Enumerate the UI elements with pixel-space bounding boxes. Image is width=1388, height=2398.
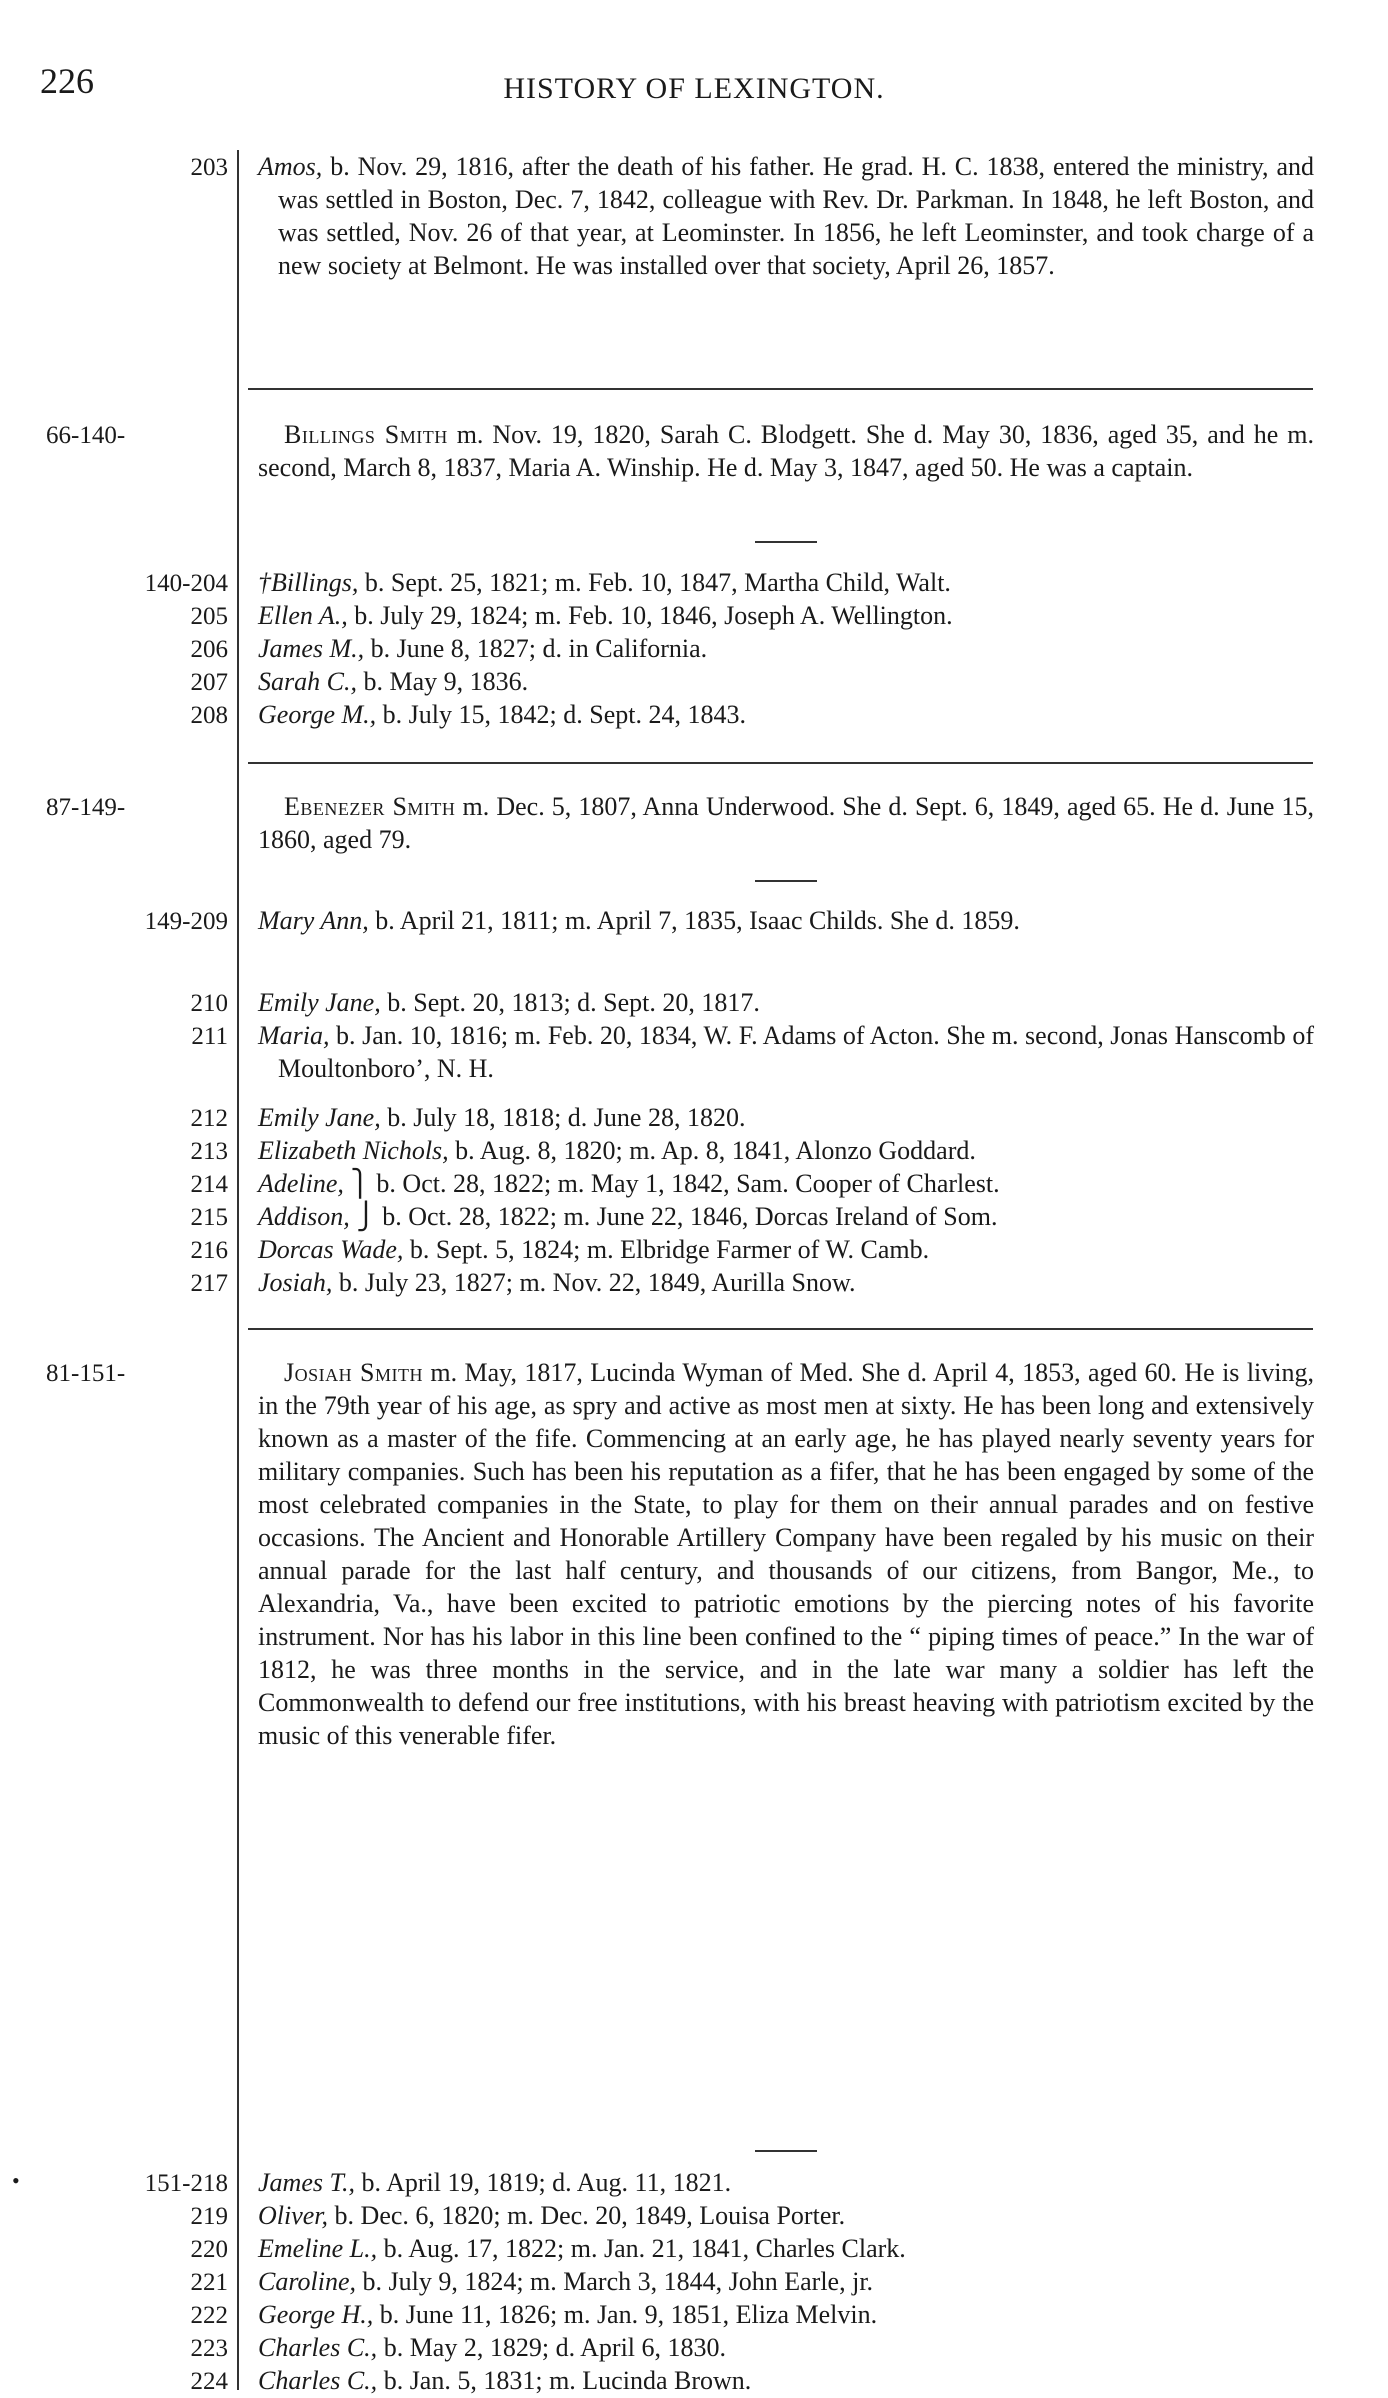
child-name: Emily Jane, [258, 988, 381, 1017]
child-entry [258, 2364, 1314, 2397]
entry-text: m. Nov. 19, 1820, Sarah C. Blodgett. She d. May 30, 1836, aged 35, and he m. second, March 8, 1837, Maria A. Winship. He d. May 3, 1847, aged 50. He was a captain. [258, 420, 1314, 482]
entry-text: b. Sept. 20, 1813; d. Sept. 20, 1817. [380, 988, 760, 1017]
entry-text: b. Nov. 29, 1816, after the death of his father. He grad. H. C. 1838, entered the ministry, and was settled in Boston, Dec. 7, 1842, colleague with Rev. Dr. Parkman. In 1848, he left Boston, and was settled, Nov. 26 of that year, at Leominster. In 1856, he left Leominster, and took charge of a new society at Belmont. He was installed over that society, April 26, 1857. [278, 152, 1314, 280]
entry-number: 214 [190, 1171, 228, 1198]
child-entry [258, 150, 1314, 282]
entry-number: 215 [190, 1204, 228, 1231]
entry-text: b. Jan. 5, 1831; m. Lucinda Brown. [377, 2366, 752, 2395]
child-entry [258, 1266, 1314, 1299]
entry-text: b. Sept. 25, 1821; m. Feb. 10, 1847, Martha Child, Walt. [358, 568, 951, 597]
child-entry [258, 2265, 1314, 2298]
child-entry [258, 1200, 1314, 1233]
child-name: Mary Ann, [258, 906, 369, 935]
entry-number: 151-218 [144, 2170, 228, 2197]
entry-text: ⎫ b. Oct. 28, 1822; m. May 1, 1842, Sam. Cooper of Charlest. [343, 1169, 1000, 1198]
entry-text: b. Dec. 6, 1820; m. Dec. 20, 1849, Louisa Porter. [328, 2201, 846, 2230]
child-entry [258, 2199, 1314, 2232]
entry-text: b. June 11, 1826; m. Jan. 9, 1851, Eliza Melvin. [373, 2300, 878, 2329]
entry-text: ⎭ b. Oct. 28, 1822; m. June 22, 1846, Dorcas Ireland of Som. [349, 1202, 998, 1231]
family-reference-number: 81-151- [46, 1360, 126, 1387]
page-number: 226 [40, 61, 94, 101]
child-entry [258, 566, 1314, 599]
entry-text: b. June 8, 1827; d. in California. [364, 634, 708, 663]
entry-number: 220 [190, 2236, 228, 2263]
section-rule [248, 388, 1313, 390]
short-rule [755, 880, 817, 882]
entry-number: 222 [190, 2302, 228, 2329]
head-of-family: Billings Smith [284, 420, 448, 449]
short-rule [755, 541, 817, 543]
child-name: Elizabeth Nichols, [258, 1136, 449, 1165]
child-entry [258, 986, 1314, 1019]
child-name: Caroline, [258, 2267, 356, 2296]
head-of-family: Ebenezer Smith [284, 792, 456, 821]
entry-number: 224 [190, 2368, 228, 2395]
entry-number: 216 [190, 1237, 228, 1264]
child-entry [258, 665, 1314, 698]
child-name: Addison, [258, 1202, 350, 1231]
entry-number: 212 [190, 1105, 228, 1132]
child-entry [258, 2166, 1314, 2199]
entry-number: 203 [190, 154, 228, 181]
child-entry [258, 2331, 1314, 2364]
child-entry [258, 1134, 1314, 1167]
entry-number: 210 [190, 990, 228, 1017]
margin-bullet: • [12, 2168, 20, 2193]
child-entry [258, 632, 1314, 665]
child-name: Dorcas Wade, [258, 1235, 404, 1264]
entry-number: 223 [190, 2335, 228, 2362]
entry-number: 140-204 [144, 570, 228, 597]
entry-text: b. April 19, 1819; d. Aug. 11, 1821. [355, 2168, 732, 2197]
child-entry [258, 1019, 1314, 1085]
family-paragraph [258, 418, 1314, 484]
entry-text: b. May 2, 1829; d. April 6, 1830. [377, 2333, 727, 2362]
entry-number: 219 [190, 2203, 228, 2230]
family-paragraph [258, 790, 1314, 856]
child-name: Oliver, [258, 2201, 329, 2230]
entry-number: 208 [190, 702, 228, 729]
child-entry [258, 904, 1314, 937]
child-name: Emeline L., [258, 2234, 378, 2263]
family-paragraph [258, 1356, 1314, 1752]
entry-number: 221 [190, 2269, 228, 2296]
child-name: George M., [258, 700, 377, 729]
entry-text: m. May, 1817, Lucinda Wyman of Med. She d. April 4, 1853, aged 60. He is living, in the 79th year of his age, as spry and active as most men at sixty. He has been long and extensively known as a master of the fife. Commencing at an early age, he has played nearly seventy years for military companies. Such has been his reputation as a fifer, that he has been engaged by some of the most celebrated companies in the State, to play for them on their annual parades and on festive occasions. The Ancient and Honorable Artillery Company have been regaled by his music on their annual parade for the last half century, and thousands of our citizens, from Bangor, Me., to Alexandria, Va., have been excited to patriotic emotions by the piercing notes of his favorite instrument. Nor has his labor in this line been confined to the “ piping times of peace.” In the war of 1812, he was three months in the service, and in the late war many a soldier has left the Commonwealth to defend our free institutions, with his breast heaving with patriotism excited by the music of this venerable fifer. [258, 1358, 1314, 1750]
entry-number: 217 [190, 1270, 228, 1297]
child-name: Charles C., [258, 2366, 378, 2395]
child-name: Adeline, [258, 1169, 344, 1198]
child-name: Emily Jane, [258, 1103, 381, 1132]
entry-text: b. April 21, 1811; m. April 7, 1835, Isaac Childs. She d. 1859. [368, 906, 1020, 935]
section-rule [248, 1328, 1313, 1330]
entry-text: b. Aug. 17, 1822; m. Jan. 21, 1841, Charles Clark. [377, 2234, 906, 2263]
entry-text: b. July 18, 1818; d. June 28, 1820. [380, 1103, 746, 1132]
entry-text: b. Sept. 5, 1824; m. Elbridge Farmer of W. Camb. [403, 1235, 930, 1264]
entry-text: b. July 23, 1827; m. Nov. 22, 1849, Aurilla Snow. [332, 1268, 856, 1297]
entry-text: b. July 15, 1842; d. Sept. 24, 1843. [376, 700, 746, 729]
entry-text: b. Jan. 10, 1816; m. Feb. 20, 1834, W. F. Adams of Acton. She m. second, Jonas Hanscomb of Moultonboro’, N. H. [278, 1021, 1314, 1083]
child-name: Amos, [258, 152, 323, 181]
child-entry [258, 1167, 1314, 1200]
child-entry [258, 1233, 1314, 1266]
entry-number: 205 [190, 603, 228, 630]
child-entry [258, 698, 1314, 731]
child-entry [258, 2298, 1314, 2331]
child-entry [258, 599, 1314, 632]
entry-number: 206 [190, 636, 228, 663]
entry-text: b. Aug. 8, 1820; m. Ap. 8, 1841, Alonzo Goddard. [448, 1136, 976, 1165]
entry-number: 213 [190, 1138, 228, 1165]
family-reference-number: 87-149- [46, 794, 126, 821]
child-entry [258, 1101, 1314, 1134]
section-rule [248, 762, 1313, 764]
head-of-family: Josiah Smith [284, 1358, 423, 1387]
child-entry [258, 2232, 1314, 2265]
entry-text: b. July 29, 1824; m. Feb. 10, 1846, Joseph A. Wellington. [347, 601, 953, 630]
entry-text: b. May 9, 1836. [356, 667, 529, 696]
child-name: James M., [258, 634, 365, 663]
child-name: Sarah C., [258, 667, 357, 696]
running-head: HISTORY OF LEXINGTON. [503, 72, 885, 105]
family-reference-number: 66-140- [46, 422, 126, 449]
child-name: †Billings, [258, 568, 359, 597]
entry-number: 211 [191, 1023, 228, 1050]
child-name: Charles C., [258, 2333, 378, 2362]
entry-number: 149-209 [144, 908, 228, 935]
entry-text: m. Dec. 5, 1807, Anna Underwood. She d. Sept. 6, 1849, aged 65. He d. June 15, 1860, aged 79. [258, 792, 1314, 854]
column-divider [237, 150, 239, 2390]
short-rule [755, 2150, 817, 2152]
child-name: Ellen A., [258, 601, 348, 630]
child-name: Josiah, [258, 1268, 333, 1297]
entry-number: 207 [190, 669, 228, 696]
child-name: George H., [258, 2300, 374, 2329]
child-name: James T., [258, 2168, 356, 2197]
entry-text: b. July 9, 1824; m. March 3, 1844, John Earle, jr. [355, 2267, 874, 2296]
child-name: Maria, [258, 1021, 330, 1050]
